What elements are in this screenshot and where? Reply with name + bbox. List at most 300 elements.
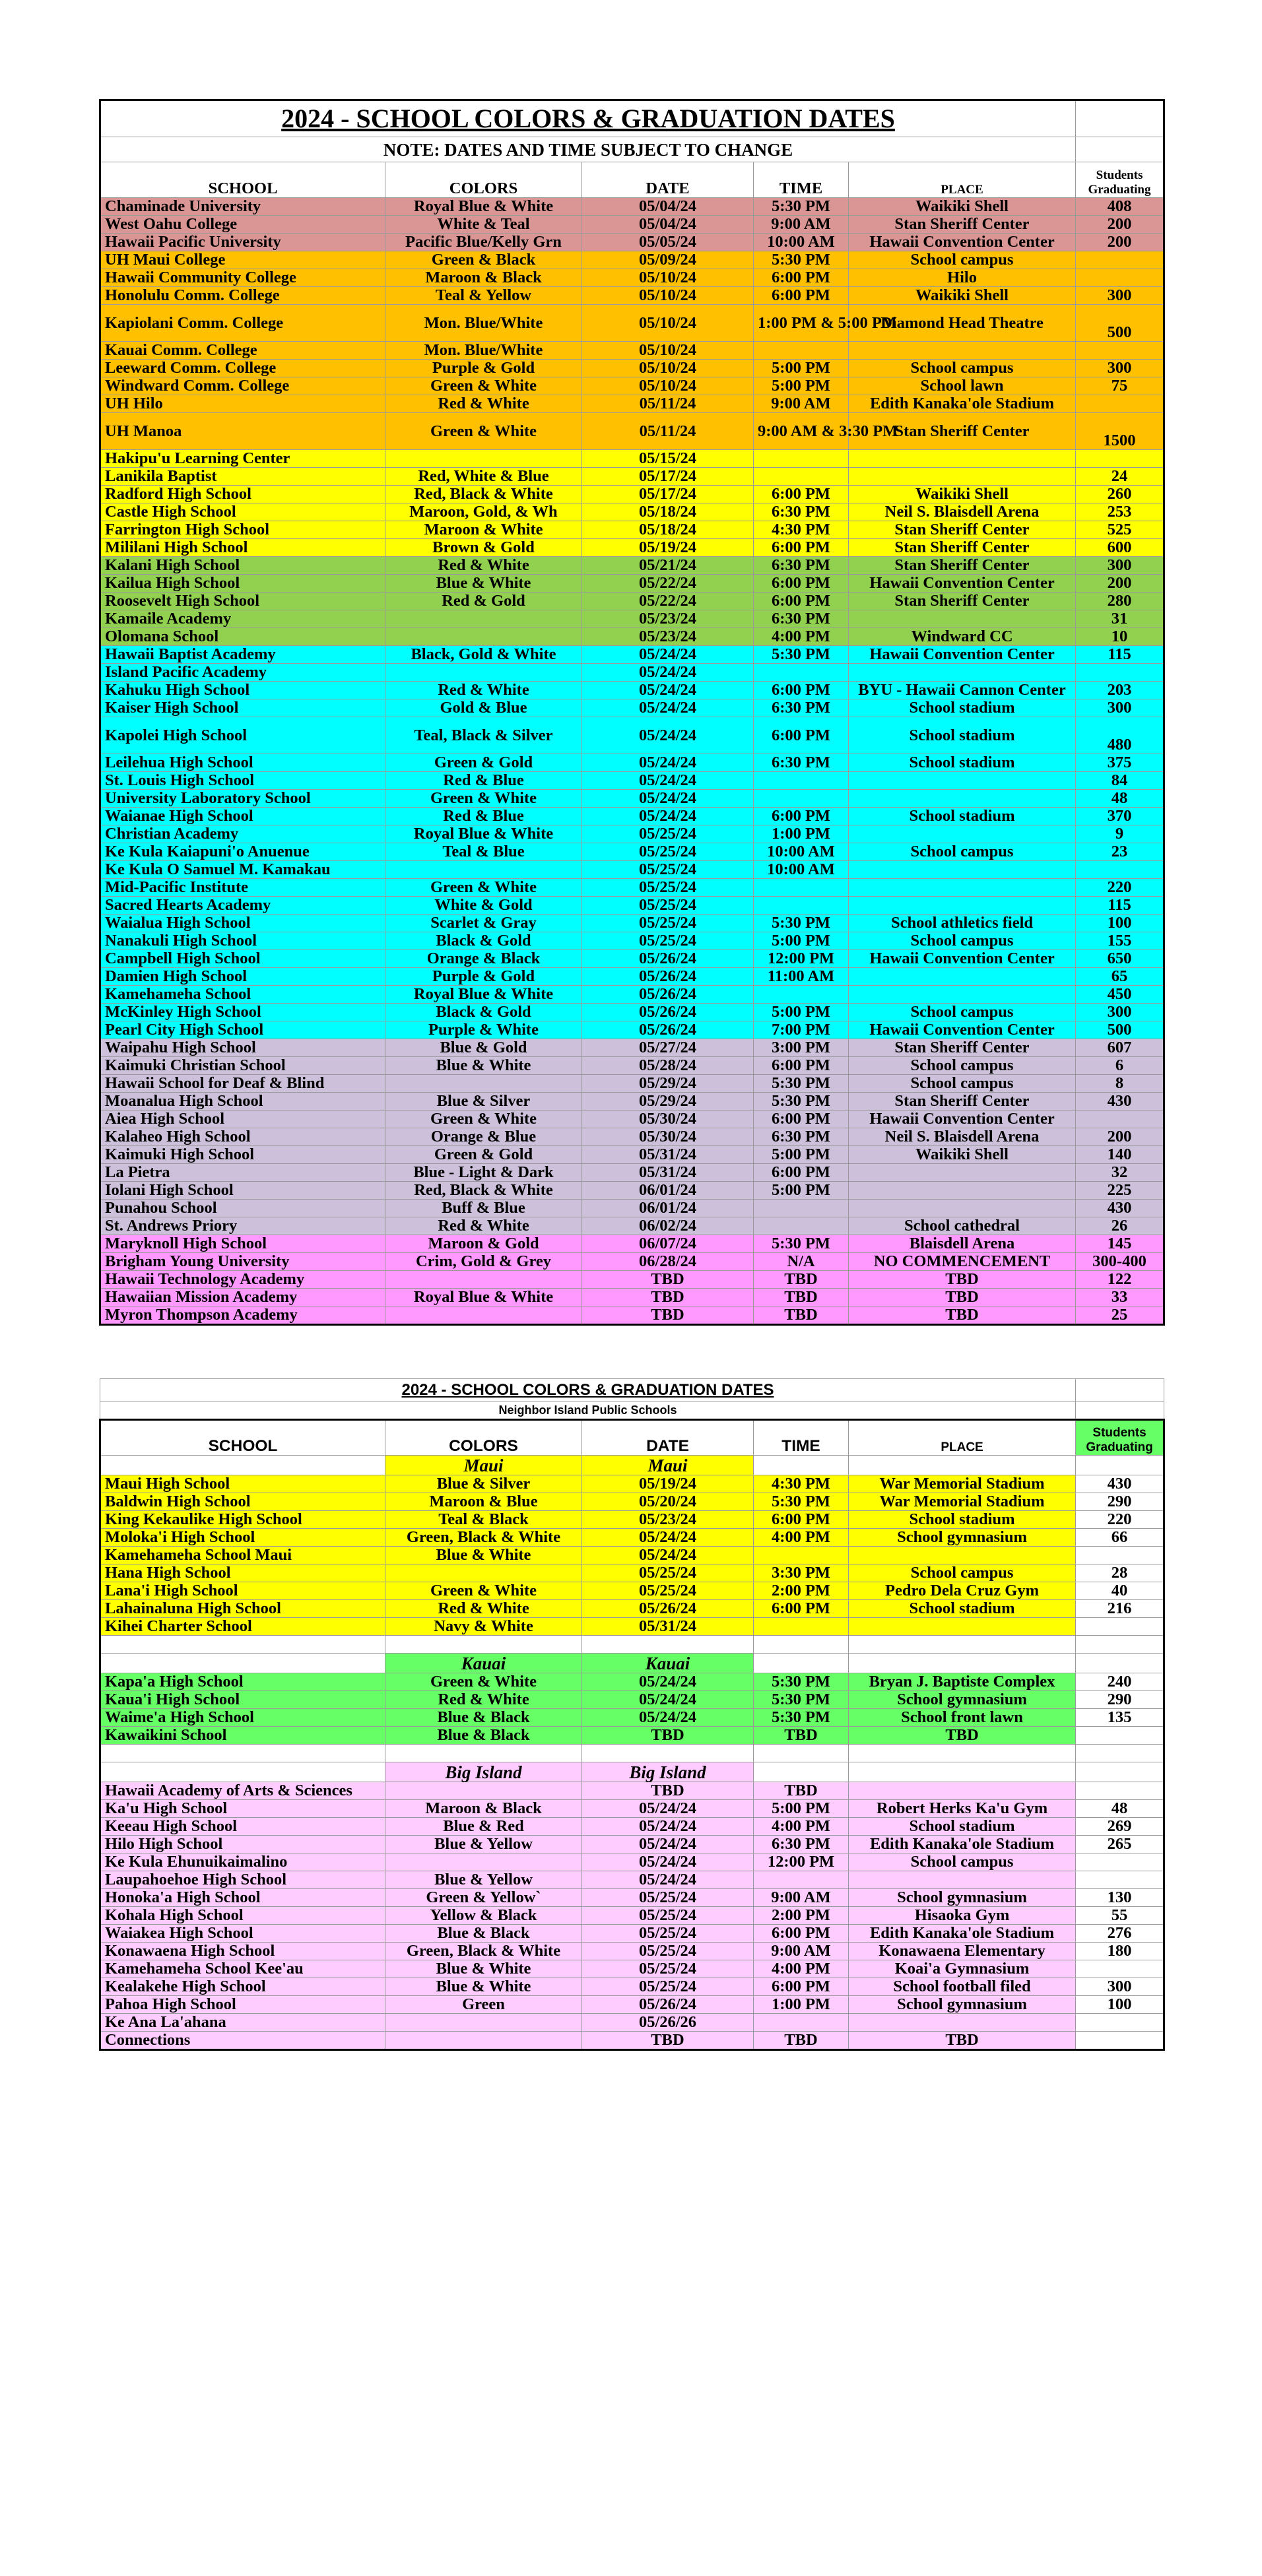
table-row — [100, 646, 1164, 664]
colors-cell — [385, 1306, 582, 1325]
students-cell — [1076, 1782, 1164, 1800]
region-label: Big Island — [385, 1762, 582, 1782]
colors-cell: Blue & White — [385, 1960, 582, 1978]
colors-cell: Blue & Gold — [385, 1039, 582, 1057]
table-row — [100, 1709, 1164, 1727]
school-cell: Hilo High School — [100, 1836, 385, 1853]
school-cell: Roosevelt High School — [100, 593, 385, 610]
date-cell: 06/01/24 — [582, 1200, 754, 1217]
place-cell — [849, 2014, 1076, 2032]
graduation-table-neighbor-islands — [99, 1378, 1165, 2051]
school-cell: Kauai Comm. College — [100, 342, 385, 360]
time-cell: 1:00 PM — [754, 825, 849, 843]
empty-cell — [1076, 1456, 1164, 1475]
students-cell: 180 — [1076, 1943, 1164, 1960]
students-cell: 300 — [1076, 699, 1164, 717]
place-cell: School stadium — [849, 1600, 1076, 1618]
place-cell: School stadium — [849, 754, 1076, 772]
table-row — [100, 198, 1164, 216]
school-cell: Ka'u High School — [100, 1800, 385, 1818]
colors-cell: Maroon & Blue — [385, 1493, 582, 1511]
table-row — [100, 1960, 1164, 1978]
colors-cell: Red & White — [385, 557, 582, 575]
table-row — [100, 950, 1164, 968]
colors-cell: Red & White — [385, 395, 582, 413]
students-cell: 300 — [1076, 1978, 1164, 1996]
table-row — [100, 450, 1164, 468]
date-cell: 05/24/24 — [582, 1691, 754, 1709]
colors-cell: Blue & Black — [385, 1925, 582, 1943]
colors-cell: Blue & Red — [385, 1818, 582, 1836]
column-header-row — [100, 162, 1164, 198]
place-cell: School stadium — [849, 1818, 1076, 1836]
students-cell: 75 — [1076, 377, 1164, 395]
school-cell: Kamehameha School Maui — [100, 1547, 385, 1564]
colors-cell: Blue & Black — [385, 1727, 582, 1745]
time-cell — [754, 2014, 849, 2032]
students-cell — [1076, 450, 1164, 468]
school-cell: Hakipu'u Learning Center — [100, 450, 385, 468]
spacer-row — [100, 1636, 1164, 1654]
colors-cell: Maroon & Black — [385, 269, 582, 287]
table-row — [100, 1529, 1164, 1547]
students-cell — [1076, 1547, 1164, 1564]
colors-cell: Orange & Black — [385, 950, 582, 968]
time-cell: 6:30 PM — [754, 754, 849, 772]
students-cell: 253 — [1076, 503, 1164, 521]
table-row — [100, 717, 1164, 754]
school-cell: UH Manoa — [100, 413, 385, 450]
place-cell — [849, 610, 1076, 628]
table-row — [100, 305, 1164, 342]
students-cell — [1076, 2014, 1164, 2032]
students-cell: 408 — [1076, 198, 1164, 216]
table-row — [100, 269, 1164, 287]
date-cell: 05/09/24 — [582, 251, 754, 269]
colors-cell: Purple & Gold — [385, 968, 582, 986]
empty-cell — [754, 1456, 849, 1475]
students-cell — [1076, 342, 1164, 360]
place-cell: TBD — [849, 2032, 1076, 2050]
colors-cell — [385, 861, 582, 879]
colors-cell: Yellow & Black — [385, 1907, 582, 1925]
place-cell: School stadium — [849, 1511, 1076, 1529]
date-cell: 05/24/24 — [582, 1547, 754, 1564]
school-cell: Nanakuli High School — [100, 932, 385, 950]
date-cell: 06/01/24 — [582, 1182, 754, 1200]
students-cell: 26 — [1076, 1217, 1164, 1235]
colors-cell: Teal & Yellow — [385, 287, 582, 305]
place-cell: Stan Sheriff Center — [849, 1093, 1076, 1111]
colors-cell — [385, 610, 582, 628]
date-cell: 05/24/24 — [582, 1871, 754, 1889]
colors-cell: Black & Gold — [385, 1004, 582, 1021]
time-cell: 5:00 PM — [754, 360, 849, 377]
place-cell: Windward CC — [849, 628, 1076, 646]
time-cell: TBD — [754, 2032, 849, 2050]
table-row — [100, 251, 1164, 269]
colors-cell — [385, 2014, 582, 2032]
table-row — [100, 1146, 1164, 1164]
colors-cell: Red & White — [385, 1600, 582, 1618]
time-cell: 6:00 PM — [754, 593, 849, 610]
empty-cell — [849, 1762, 1076, 1782]
time-cell: 5:30 PM — [754, 1075, 849, 1093]
students-cell — [1076, 861, 1164, 879]
time-cell: 6:00 PM — [754, 1057, 849, 1075]
region-label: Maui — [385, 1456, 582, 1475]
date-cell: 05/26/24 — [582, 1004, 754, 1021]
table-row — [100, 503, 1164, 521]
school-cell: Lanikila Baptist — [100, 468, 385, 486]
date-cell: 05/11/24 — [582, 395, 754, 413]
students-cell: 200 — [1076, 575, 1164, 593]
table-row — [100, 1289, 1164, 1306]
table-row — [100, 1978, 1164, 1996]
date-cell: 05/25/24 — [582, 825, 754, 843]
place-cell: TBD — [849, 1306, 1076, 1325]
place-cell — [849, 968, 1076, 986]
colors-cell: Mon. Blue/White — [385, 305, 582, 342]
place-cell — [849, 772, 1076, 790]
students-cell: 140 — [1076, 1146, 1164, 1164]
place-cell: Hawaii Convention Center — [849, 575, 1076, 593]
time-cell: 6:00 PM — [754, 1164, 849, 1182]
colors-cell: Green & Black — [385, 251, 582, 269]
students-cell: 28 — [1076, 1564, 1164, 1582]
colors-cell: Blue & White — [385, 1547, 582, 1564]
place-cell: Hilo — [849, 269, 1076, 287]
header-place: PLACE — [849, 162, 1076, 198]
students-cell — [1076, 1727, 1164, 1745]
table-row — [100, 1925, 1164, 1943]
neighbor-island-title: 2024 - SCHOOL COLORS & GRADUATION DATES — [100, 1379, 1076, 1401]
time-cell — [754, 1217, 849, 1235]
colors-cell: Blue & White — [385, 1978, 582, 1996]
place-cell: Stan Sheriff Center — [849, 1039, 1076, 1057]
time-cell: TBD — [754, 1306, 849, 1325]
table-row — [100, 1057, 1164, 1075]
table-row — [100, 468, 1164, 486]
table-row — [100, 1727, 1164, 1745]
school-cell: Honoka'a High School — [100, 1889, 385, 1907]
colors-cell: Purple & White — [385, 1021, 582, 1039]
school-cell: Windward Comm. College — [100, 377, 385, 395]
time-cell: 5:30 PM — [754, 1235, 849, 1253]
place-cell: School campus — [849, 360, 1076, 377]
place-cell: TBD — [849, 1289, 1076, 1306]
table-row — [100, 1818, 1164, 1836]
place-cell: Konawaena Elementary — [849, 1943, 1076, 1960]
date-cell: 05/24/24 — [582, 717, 754, 754]
students-cell: 290 — [1076, 1691, 1164, 1709]
students-cell: 430 — [1076, 1475, 1164, 1493]
colors-cell: Crim, Gold & Grey — [385, 1253, 582, 1271]
place-cell: Stan Sheriff Center — [849, 557, 1076, 575]
place-cell — [849, 342, 1076, 360]
students-cell: 430 — [1076, 1200, 1164, 1217]
table-row — [100, 1943, 1164, 1960]
date-cell: 05/25/24 — [582, 1889, 754, 1907]
header-school: SCHOOL — [100, 1420, 385, 1456]
place-cell: Waikiki Shell — [849, 1146, 1076, 1164]
place-cell: Stan Sheriff Center — [849, 216, 1076, 234]
colors-cell — [385, 1271, 582, 1289]
students-cell: 100 — [1076, 1996, 1164, 2014]
students-cell: 260 — [1076, 486, 1164, 503]
students-cell: 48 — [1076, 790, 1164, 808]
place-cell: War Memorial Stadium — [849, 1475, 1076, 1493]
date-cell: 05/24/24 — [582, 664, 754, 682]
date-cell: 05/26/24 — [582, 968, 754, 986]
colors-cell — [385, 450, 582, 468]
students-cell — [1076, 1111, 1164, 1128]
colors-cell: Blue & Silver — [385, 1093, 582, 1111]
school-cell: Sacred Hearts Academy — [100, 897, 385, 915]
time-cell: 6:00 PM — [754, 269, 849, 287]
table-row — [100, 754, 1164, 772]
table-row — [100, 1093, 1164, 1111]
date-cell: 05/24/24 — [582, 699, 754, 717]
time-cell: 9:00 AM — [754, 1889, 849, 1907]
table-row — [100, 682, 1164, 699]
place-cell — [849, 879, 1076, 897]
students-cell: 48 — [1076, 1800, 1164, 1818]
students-cell: 40 — [1076, 1582, 1164, 1600]
table-row — [100, 825, 1164, 843]
colors-cell: Green & White — [385, 377, 582, 395]
students-cell: 290 — [1076, 1493, 1164, 1511]
time-cell: 7:00 PM — [754, 1021, 849, 1039]
place-cell — [849, 1618, 1076, 1636]
table-row — [100, 287, 1164, 305]
spacer-row — [100, 1745, 1164, 1762]
time-cell: 9:00 AM & 3:30 PM — [754, 413, 849, 450]
empty-cell — [1076, 1762, 1164, 1782]
students-cell: 203 — [1076, 682, 1164, 699]
time-cell: 6:30 PM — [754, 557, 849, 575]
place-cell: School athletics field — [849, 915, 1076, 932]
empty-cell — [849, 1654, 1076, 1673]
place-cell — [849, 1182, 1076, 1200]
place-cell: Hisaoka Gym — [849, 1907, 1076, 1925]
region-label: Kauai — [385, 1654, 582, 1673]
time-cell: 6:00 PM — [754, 287, 849, 305]
place-cell: Koai'a Gymnasium — [849, 1960, 1076, 1978]
place-cell: School campus — [849, 251, 1076, 269]
place-cell — [849, 1547, 1076, 1564]
region-label: Kauai — [582, 1654, 754, 1673]
table-row — [100, 1217, 1164, 1235]
students-cell: 225 — [1076, 1182, 1164, 1200]
date-cell: 05/10/24 — [582, 360, 754, 377]
table-row — [100, 557, 1164, 575]
place-cell: Neil S. Blaisdell Arena — [849, 503, 1076, 521]
colors-cell: Red & Gold — [385, 593, 582, 610]
school-cell: Ke Kula O Samuel M. Kamakau — [100, 861, 385, 879]
school-cell: Radford High School — [100, 486, 385, 503]
date-cell: 05/26/24 — [582, 1600, 754, 1618]
school-cell: Campbell High School — [100, 950, 385, 968]
date-cell: 05/21/24 — [582, 557, 754, 575]
date-cell: 05/28/24 — [582, 1057, 754, 1075]
date-cell: 05/24/24 — [582, 754, 754, 772]
school-cell: Kohala High School — [100, 1907, 385, 1925]
students-cell: 200 — [1076, 234, 1164, 251]
time-cell: 4:00 PM — [754, 1529, 849, 1547]
time-cell: 5:00 PM — [754, 1004, 849, 1021]
table-row — [100, 216, 1164, 234]
time-cell — [754, 897, 849, 915]
date-cell: 05/27/24 — [582, 1039, 754, 1057]
colors-cell: Royal Blue & White — [385, 1289, 582, 1306]
school-cell: Kapolei High School — [100, 717, 385, 754]
place-cell: Stan Sheriff Center — [849, 521, 1076, 539]
students-cell: 650 — [1076, 950, 1164, 968]
place-cell: Stan Sheriff Center — [849, 539, 1076, 557]
empty-cell — [1076, 1745, 1164, 1762]
header-date: DATE — [582, 1420, 754, 1456]
students-cell: 269 — [1076, 1818, 1164, 1836]
place-cell: Hawaii Convention Center — [849, 1111, 1076, 1128]
date-cell: 05/26/24 — [582, 1021, 754, 1039]
table-row — [100, 1996, 1164, 2014]
students-cell: 135 — [1076, 1709, 1164, 1727]
place-cell: Robert Herks Ka'u Gym — [849, 1800, 1076, 1818]
colors-cell: Royal Blue & White — [385, 825, 582, 843]
date-cell: 05/10/24 — [582, 269, 754, 287]
students-cell: 500 — [1076, 1021, 1164, 1039]
school-cell: Kaua'i High School — [100, 1691, 385, 1709]
school-cell: Kapa'a High School — [100, 1673, 385, 1691]
region-label: Big Island — [582, 1762, 754, 1782]
school-cell: Kamehameha School Kee'au — [100, 1960, 385, 1978]
empty-cell — [582, 1745, 754, 1762]
date-cell: 05/29/24 — [582, 1075, 754, 1093]
table-row — [100, 1128, 1164, 1146]
table-row — [100, 932, 1164, 950]
empty-cell — [100, 1456, 385, 1475]
school-cell: Mililani High School — [100, 539, 385, 557]
place-cell: Waikiki Shell — [849, 486, 1076, 503]
school-cell: Kealakehe High School — [100, 1978, 385, 1996]
place-cell: School campus — [849, 1004, 1076, 1021]
table-row — [100, 1200, 1164, 1217]
place-cell — [849, 1200, 1076, 1217]
header-colors: COLORS — [385, 162, 582, 198]
school-cell: Christian Academy — [100, 825, 385, 843]
empty-cell — [754, 1636, 849, 1654]
table-row — [100, 1306, 1164, 1325]
students-cell: 10 — [1076, 628, 1164, 646]
students-cell — [1076, 269, 1164, 287]
place-cell: School stadium — [849, 699, 1076, 717]
school-cell: Kapiolani Comm. College — [100, 305, 385, 342]
place-cell: School campus — [849, 1853, 1076, 1871]
school-cell: Keeau High School — [100, 1818, 385, 1836]
place-cell: BYU - Hawaii Cannon Center — [849, 682, 1076, 699]
time-cell: 9:00 AM — [754, 216, 849, 234]
date-cell: 05/23/24 — [582, 610, 754, 628]
time-cell: 5:00 PM — [754, 932, 849, 950]
date-cell: 05/19/24 — [582, 1475, 754, 1493]
students-cell: 480 — [1076, 717, 1164, 754]
time-cell — [754, 468, 849, 486]
school-cell: Myron Thompson Academy — [100, 1306, 385, 1325]
colors-cell — [385, 1075, 582, 1093]
header-time: TIME — [754, 162, 849, 198]
date-cell: TBD — [582, 1782, 754, 1800]
date-cell: 05/25/24 — [582, 879, 754, 897]
date-cell: TBD — [582, 1289, 754, 1306]
date-cell: 05/10/24 — [582, 342, 754, 360]
time-cell: 2:00 PM — [754, 1582, 849, 1600]
empty-cell — [754, 1654, 849, 1673]
place-cell: Waikiki Shell — [849, 198, 1076, 216]
date-cell: 05/25/24 — [582, 1960, 754, 1978]
time-cell: TBD — [754, 1727, 849, 1745]
table-row — [100, 1782, 1164, 1800]
table-row — [100, 1691, 1164, 1709]
students-cell: 220 — [1076, 1511, 1164, 1529]
school-cell: Kawaikini School — [100, 1727, 385, 1745]
time-cell: 3:30 PM — [754, 1564, 849, 1582]
place-cell: TBD — [849, 1727, 1076, 1745]
colors-cell: White & Teal — [385, 216, 582, 234]
school-cell: Pahoa High School — [100, 1996, 385, 2014]
empty-cell — [849, 1636, 1076, 1654]
date-cell: 05/25/24 — [582, 861, 754, 879]
place-cell: School campus — [849, 843, 1076, 861]
students-cell: 1500 — [1076, 413, 1164, 450]
time-cell: 6:30 PM — [754, 610, 849, 628]
table-row — [100, 539, 1164, 557]
students-cell: 500 — [1076, 305, 1164, 342]
table-row — [100, 593, 1164, 610]
colors-cell — [385, 1564, 582, 1582]
colors-cell: Maroon & White — [385, 521, 582, 539]
time-cell: TBD — [754, 1271, 849, 1289]
students-cell — [1076, 664, 1164, 682]
time-cell: 6:00 PM — [754, 575, 849, 593]
time-cell: 5:30 PM — [754, 251, 849, 269]
date-cell: 05/17/24 — [582, 468, 754, 486]
table-row — [100, 610, 1164, 628]
students-cell: 145 — [1076, 1235, 1164, 1253]
school-cell: Waiakea High School — [100, 1925, 385, 1943]
place-cell — [849, 790, 1076, 808]
date-cell: 05/31/24 — [582, 1146, 754, 1164]
time-cell: 6:30 PM — [754, 1836, 849, 1853]
header-time: TIME — [754, 1420, 849, 1456]
time-cell: 3:00 PM — [754, 1039, 849, 1057]
place-cell: Stan Sheriff Center — [849, 593, 1076, 610]
date-cell: 05/26/24 — [582, 986, 754, 1004]
date-cell: 06/07/24 — [582, 1235, 754, 1253]
students-cell: 55 — [1076, 1907, 1164, 1925]
place-cell — [849, 1871, 1076, 1889]
table-row — [100, 1600, 1164, 1618]
date-cell: 05/10/24 — [582, 377, 754, 395]
school-cell: Hawaii School for Deaf & Blind — [100, 1075, 385, 1093]
page-title: 2024 - SCHOOL COLORS & GRADUATION DATES — [100, 100, 1076, 137]
table-row — [100, 790, 1164, 808]
colors-cell: Royal Blue & White — [385, 986, 582, 1004]
date-cell: 05/29/24 — [582, 1093, 754, 1111]
date-cell: 05/26/24 — [582, 950, 754, 968]
place-cell: Edith Kanaka'ole Stadium — [849, 395, 1076, 413]
place-cell: Blaisdell Arena — [849, 1235, 1076, 1253]
